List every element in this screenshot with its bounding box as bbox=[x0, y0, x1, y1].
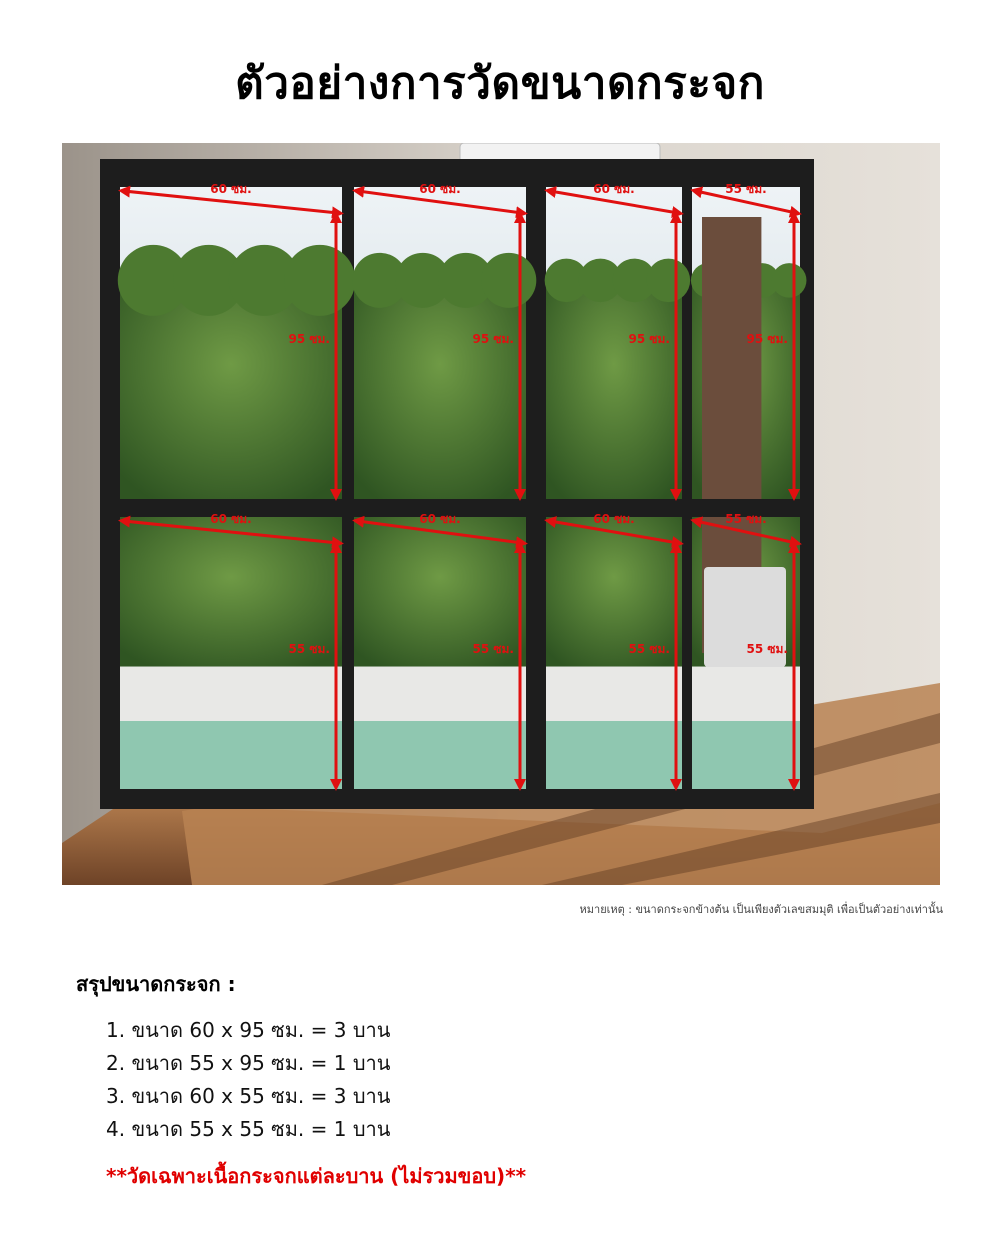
height-label: 55 ซม. bbox=[628, 642, 670, 656]
size-summary-list bbox=[106, 1014, 390, 1146]
window-measurement-photo bbox=[62, 143, 940, 885]
balcony-wall bbox=[692, 667, 800, 721]
window-illustration bbox=[62, 143, 940, 885]
width-label: 55 ซม. bbox=[725, 182, 767, 196]
width-label: 60 ซม. bbox=[210, 182, 252, 196]
width-label: 60 ซม. bbox=[419, 182, 461, 196]
tree-canopy bbox=[647, 259, 691, 303]
summary-item: 1. ขนาด 60 x 95 ซม. = 3 บาน bbox=[106, 1018, 391, 1042]
height-label: 55 ซม. bbox=[472, 642, 514, 656]
balcony-wall bbox=[120, 667, 342, 721]
height-label: 95 ซม. bbox=[746, 332, 788, 346]
width-label: 60 ซม. bbox=[593, 512, 635, 526]
height-label: 95 ซม. bbox=[288, 332, 330, 346]
width-label: 55 ซม. bbox=[725, 512, 767, 526]
width-label: 60 ซม. bbox=[210, 512, 252, 526]
wooden-screen bbox=[702, 217, 761, 499]
tree-canopy bbox=[481, 253, 536, 308]
height-label: 55 ซม. bbox=[746, 642, 788, 656]
balcony-floor bbox=[120, 721, 342, 789]
height-label: 95 ซม. bbox=[628, 332, 670, 346]
measurement-warning: **วัดเฉพาะเนื้อกระจกแต่ละบาน (ไม่รวมขอบ)** bbox=[106, 1164, 527, 1188]
summary-item: 2. ขนาด 55 x 95 ซม. = 1 บาน bbox=[106, 1051, 391, 1075]
balcony-wall bbox=[546, 667, 682, 721]
width-label: 60 ซม. bbox=[593, 182, 635, 196]
height-label: 55 ซม. bbox=[288, 642, 330, 656]
height-label: 95 ซม. bbox=[472, 332, 514, 346]
width-label: 60 ซม. bbox=[419, 512, 461, 526]
balcony-floor bbox=[692, 721, 800, 789]
balcony-floor bbox=[354, 721, 526, 789]
summary-item: 3. ขนาด 60 x 55 ซม. = 3 บาน bbox=[106, 1084, 391, 1108]
balcony-floor bbox=[546, 721, 682, 789]
foliage bbox=[546, 274, 682, 499]
disclaimer-note: หมายเหตุ : ขนาดกระจกข้างต้น เป็นเพียงตัวเลขสมมุติ เพื่อเป็นตัวอย่างเท่านั้น bbox=[579, 903, 943, 916]
summary-heading: สรุปขนาดกระจก : bbox=[76, 972, 236, 996]
tree-canopy bbox=[772, 263, 807, 298]
page-title: ตัวอย่างการวัดขนาดกระจก bbox=[235, 58, 765, 109]
foliage bbox=[354, 274, 526, 499]
balcony-wall bbox=[354, 667, 526, 721]
summary-item: 4. ขนาด 55 x 55 ซม. = 1 บาน bbox=[106, 1117, 391, 1141]
tree-canopy bbox=[284, 245, 355, 316]
